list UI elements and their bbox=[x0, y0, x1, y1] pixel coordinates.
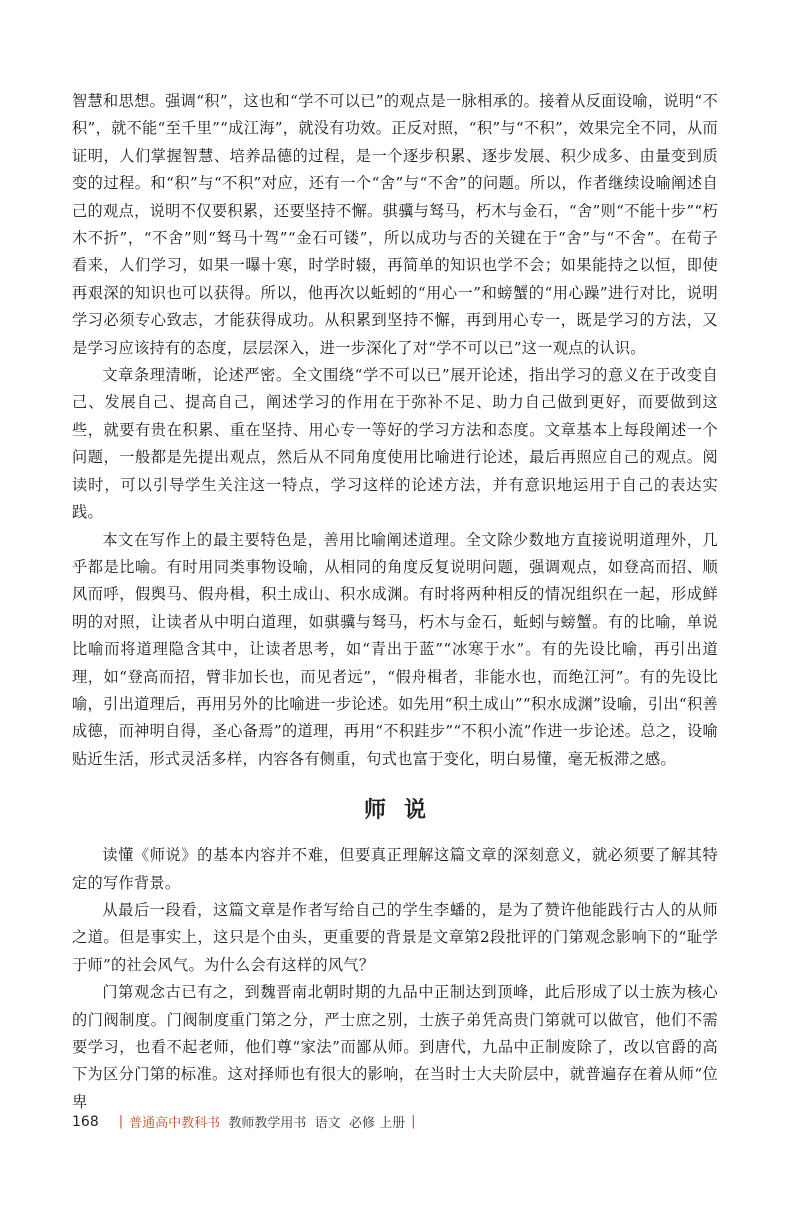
section-quanxue-analysis bbox=[72, 88, 718, 773]
paragraph: 本文在写作上的最主要特色是，善用比喻阐述道理。全文除少数地方直接说明道理外，几乎都是比喻。有时用同类事物设喻，从相同的角度反复说明问题，强调观点，如登高而招、顺风而呼，假舆马、假舟楫，积土成山、积水成渊。有时将两种相反的情况组织在一起，形成鲜明的对照，让读者从中明白道理，如骐骥与驽马，朽木与金石，蚯蚓与螃蟹。有的比喻，单说比喻而将道理隐含其中，让读者思考，如“青出于蓝”“冰寒于水”。有的先设比喻，再引出道理，如“登高而招，臂非加长也，而见者远”，“假舟楫者，非能水也，而绝江河”。有的先设比喻，引出道理后，再用另外的比喻进一步论述。如先用“积土成山”“积水成渊”设喻，引出“积善成德，而神明自得，圣心备焉”的道理，再用“不积跬步”“不积小流”作进一步论述。总之，设喻贴近生活，形式灵活多样，内容各有侧重，句式也富于变化，明白易懂，毫无板滞之感。 bbox=[72, 530, 718, 768]
page-body bbox=[72, 88, 718, 1116]
paragraph: 读懂《师说》的基本内容并不难，但要真正理解这篇文章的深刻意义，就必须要了解其特定的写作背景。 bbox=[72, 846, 718, 892]
paragraph: 从最后一段看，这篇文章是作者写给自己的学生李蟠的，是为了赞许他能践行古人的从师之道。但是事实上，这只是个由头，更重要的背景是文章第2段批评的门第观念影响下的“耻学于师”的社会风气。为什么会有这样的风气？ bbox=[72, 900, 718, 974]
footer-separator-end: | bbox=[411, 1114, 416, 1129]
footer-subtitle: 教师教学用书 bbox=[228, 1116, 307, 1131]
footer-volume: 必修 上册 bbox=[348, 1116, 406, 1131]
paragraph: 智慧和思想。强调“积”，这也和“学不可以已”的观点是一脉相承的。接着从反面设喻，说明“不积”，就不能“至千里”“成江海”，就没有功效。正反对照，“积”与“不积”，效果完全不同，从而证明，人们掌握智慧、培养品德的过程，是一个逐步积累、逐步发展、积少成多、由量变到质变的过程。和“积”与“不积”对应，还有一个“舍”与“不舍”的问题。所以，作者继续设喻阐述自己的观点，说明不仅要积累，还要坚持不懈。骐骥与驽马，朽木与金石，“舍”则“不能十步”“朽木不折”，“不舍”则“驽马十驾”“金石可镂”，所以成功与否的关键在于“舍”与“不舍”。在荀子看来，人们学习，如果一曝十寒，时学时辍，再简单的知识也学不会；如果能持之以恒，即使再艰深的知识也可以获得。所以，他再次以蚯蚓的“用心一”和螃蟹的“用心躁”进行对比，说明学习必须专心致志，才能获得成功。从积累到坚持不懈，再到用心专一，既是学习的方法，又是学习应该持有的态度，层层深入，进一步深化了对“学不可以已”这一观点的认识。 bbox=[72, 92, 718, 357]
footer-book-title: 普通高中教科书 bbox=[129, 1116, 221, 1131]
footer-subject: 语文 bbox=[314, 1116, 341, 1131]
section-shishuo bbox=[72, 842, 718, 1116]
paragraph: 门第观念古已有之，到魏晋南北朝时期的九品中正制达到顶峰，此后形成了以士族为核心的门阀制度。门阀制度重门第之分，严士庶之别，士族子弟凭高贵门第就可以做官，他们不需要学习，也看不起老师，他们尊“家法”而鄙从师。到唐代，九品中正制废除了，改以官爵的高下为区分门第的标准。这对择师也有很大的影响，在当时士大夫阶层中，就普遍存在着从师“位卑 bbox=[72, 983, 718, 1111]
section-title: 师说 bbox=[363, 798, 444, 824]
footer-separator: | bbox=[118, 1114, 124, 1129]
page-footer bbox=[72, 1112, 422, 1131]
paragraph: 文章条理清晰，论述严密。全文围绕“学不可以已”展开论述，指出学习的意义在于改变自己、发展自己、提高自己，阐述学习的作用在于弥补不足、助力自己做到更好，而要做到这些，就要有贵在积累、重在坚持、用心专一等好的学习方法和态度。文章基本上每段阐述一个问题，一般都是先提出观点，然后从不同角度使用比喻进行论述，最后再照应自己的观点。阅读时，可以引导学生关注这一特点，学习这样的论述方法，并有意识地运用于自己的表达实践。 bbox=[72, 366, 718, 522]
page-number: 168 bbox=[72, 1113, 99, 1130]
